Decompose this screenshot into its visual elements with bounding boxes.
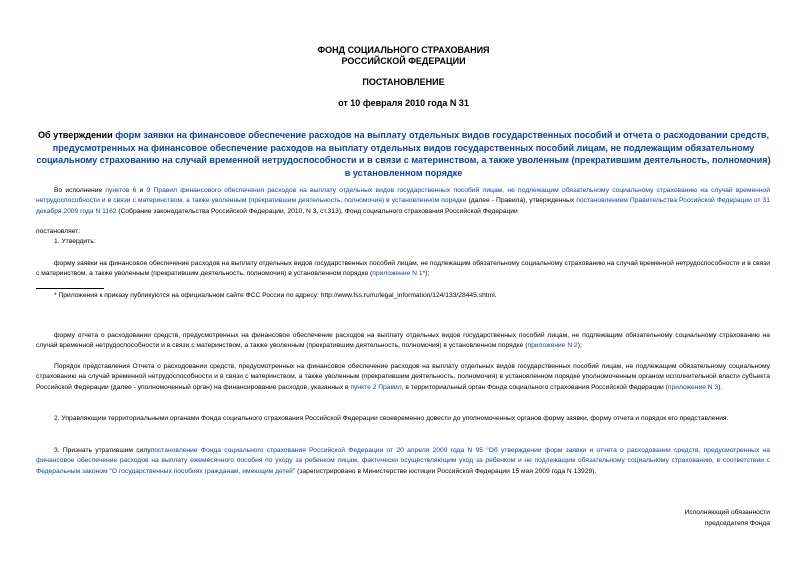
form-report-tail: );: [577, 342, 582, 350]
item-3: [36, 446, 770, 477]
procedure-tail: ).: [718, 383, 723, 391]
signature-line-2: председателя Фонда: [704, 520, 770, 527]
link-government-decree[interactable]: постановлением Правительства Российской Федерации от 31 декабря 2009 года N 1162: [36, 197, 770, 215]
intro-text-4: (Собрание законодательства Российской Федерации, 2010, N 3, ст.313), Фонд социального страхования Российской Федерации: [116, 207, 518, 215]
link-appendix-1[interactable]: приложение N 1: [372, 270, 423, 278]
procedure-text: Порядок представления Отчета о расходовании средств, предусмотренных на финансовое обеспечение расходов на выплату отдельных видов государственных пособий лицам, не подлежащим обязательному социальному страхованию на случай временной нетрудоспособности и в связи с материнством, а также уволенным (прекратившим деятельность, полномочия) в установленном порядке уполномоченным органом исполнительной власти субъекта Российской Федерации (далее - уполномоченный орган) на финансирование расходов, указанных в: [36, 363, 770, 391]
intro-paragraph: [36, 186, 770, 217]
form-request-text: форму заявки на финансовое обеспечение расходов на выплату отдельных видов государственных пособий лицам, не подлежащим обязательному социальному страхованию на случай временной нетрудоспособности и в связи с материнством, а также уволенным (прекратившим деятельность, полномочия) в установленном порядке (: [36, 260, 770, 278]
item-3-tail: (зарегистрировано в Министерстве юстиции Российской Федерации 15 мая 2009 года N 13929).: [295, 467, 597, 475]
link-rules-point-9[interactable]: 9 Правил финансового обеспечения расходов на выплату отдельных видов государственных пособий лицам, не подлежащим обязательному социальному страхованию на случай временной нетрудоспособности и в связи с материнством, а также уволенным (прекратившим деятельность, полномочия) в установленном порядке: [36, 187, 771, 205]
procedure-mid: , в территориальный орган Фонда социального страхования Российской Федерации (: [401, 383, 668, 391]
intro-text-2: и: [136, 187, 147, 194]
form-request-tail: *);: [422, 270, 430, 278]
link-appendix-3[interactable]: приложение N 3: [667, 383, 719, 391]
link-appendix-2[interactable]: приложение N 2: [527, 342, 578, 350]
procedure-paragraph: [36, 362, 770, 393]
title-prefix: Об утверждении: [37, 130, 116, 140]
resolves-label: постановляет:: [36, 228, 81, 235]
document-title: [36, 129, 771, 179]
form-request-paragraph: [36, 259, 770, 280]
form-report-paragraph: [36, 331, 770, 352]
item-1: 1. Утвердить:: [54, 238, 96, 245]
intro-text-3: (далее - Правила), утвержденных: [466, 197, 577, 205]
org-name-line2: РОССИЙСКОЙ ФЕДЕРАЦИИ: [341, 56, 466, 66]
item-2: 2. Управляющим территориальными органами Фонда социального страхования Российской Федерации своевременно довести до уполномоченных органов форму заявки, форму отчета и порядок его представления.: [54, 415, 729, 422]
signature-line-1: Исполняющий обязанности: [684, 509, 770, 516]
document-type: ПОСТАНОВЛЕНИЕ: [362, 77, 445, 87]
document-date: от 10 февраля 2010 года N 31: [338, 98, 469, 108]
footnote-divider: [36, 288, 104, 289]
form-report-text: форму отчета о расходовании средств, предусмотренных на финансовое обеспечение расходов на выплату отдельных видов государственных пособий лицам, не подлежащим обязательному социальному страхованию на случай временной нетрудоспособности и в связи с материнством, а также уволенным (прекратившим деятельность, полномочия) в установленном порядке (: [36, 332, 770, 350]
link-rules-point-2[interactable]: пункте 2 Правил: [350, 383, 402, 391]
item-3-text: 3. Признать утратившим силу: [54, 447, 151, 454]
link-repealed-decree[interactable]: постановление Фонда социального страхования Российской Федерации от 20 апреля 2009 года N 95 "Об утверждении форм заявки и отчета о расходовании средств, предусмотренных на финансовое обеспечение расходов на выплату ежемесячного пособия по уходу за ребенком лицам, фактически осуществляющим уход за ребенком и не подлежащим обязательному социальному страхованию, в соответствии с Федеральным законом "О государственных пособиях гражданам, имеющим детей": [36, 447, 770, 475]
intro-text-1: Во исполнение: [54, 187, 106, 194]
org-name-line1: ФОНД СОЦИАЛЬНОГО СТРАХОВАНИЯ: [317, 45, 490, 55]
title-link[interactable]: форм заявки на финансовое обеспечение расходов на выплату отдельных видов государственных пособий и отчета о расходовании средств, предусмотренных на финансовое обеспечение расходов на выплату отдельных видов государственных пособий лицам, не подлежащим обязательному социальному страхованию на случай временной нетрудоспособности и в связи с материнством, а также уволенным (прекратившим деятельность, полномочия) в установленном порядке: [36, 130, 771, 178]
link-points-6[interactable]: пунктов 6: [105, 187, 137, 194]
footnote: * Приложения к приказу публикуются на официальном сайте ФСС России по адресу: http://www.fss.ru/ru/legal_information/124/133/28445.shtml.: [54, 292, 497, 299]
